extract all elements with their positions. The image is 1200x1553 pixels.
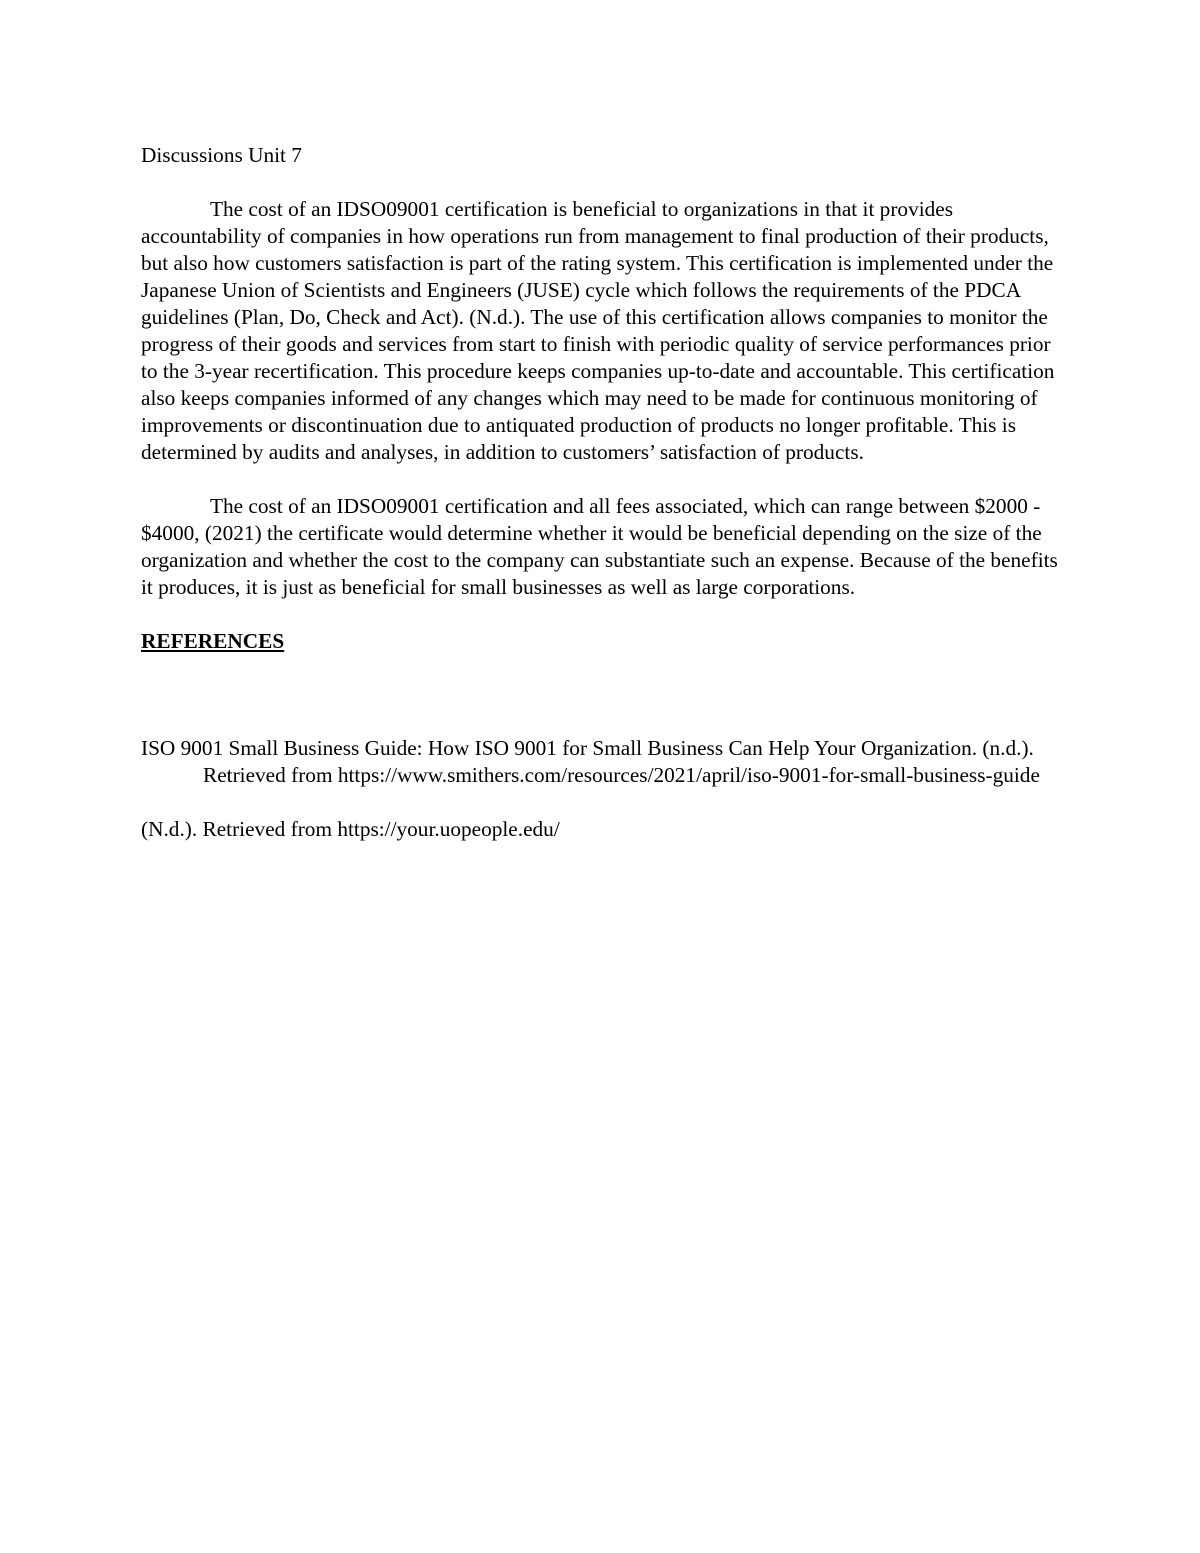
document-body [141,142,1061,870]
body-paragraph-2: The cost of an IDSO09001 certification and all fees associated, which can range between $2000 - $4000, (2021) the certificate would determine whether it would be beneficial depending on the size of the organization and whether the cost to the company can substantiate such an expense. Because of the benefits it produces, it is just as beneficial for small businesses as well as large corporations. [141,494,1058,599]
page-title: Discussions Unit 7 [141,143,302,167]
reference-entry-2: (N.d.). Retrieved from https://your.uopeople.edu/ [141,817,560,841]
body-paragraph-1: The cost of an IDSO09001 certification is beneficial to organizations in that it provides accountability of companies in how operations run from management to final production of their products, but also how customers satisfaction is part of the rating system. This certification is implemented under the Japanese Union of Scientists and Engineers (JUSE) cycle which follows the requirements of the PDCA guidelines (Plan, Do, Check and Act). (N.d.). The use of this certification allows companies to monitor the progress of their goods and services from start to finish with periodic quality of service performances prior to the 3-year recertification. This procedure keeps companies up-to-date and accountable. This certification also keeps companies informed of any changes which may need to be made for continuous monitoring of improvements or discontinuation due to antiquated production of products no longer profitable. This is determined by audits and analyses, in addition to customers’ satisfaction of products. [141,197,1055,464]
reference-entry-1: ISO 9001 Small Business Guide: How ISO 9001 for Small Business Can Help Your Organization. (n.d.). Retrieved from https://www.smithers.com/resources/2021/april/iso-9001-for-small-business-guide [141,736,1040,787]
references-heading: REFERENCES [141,629,285,653]
